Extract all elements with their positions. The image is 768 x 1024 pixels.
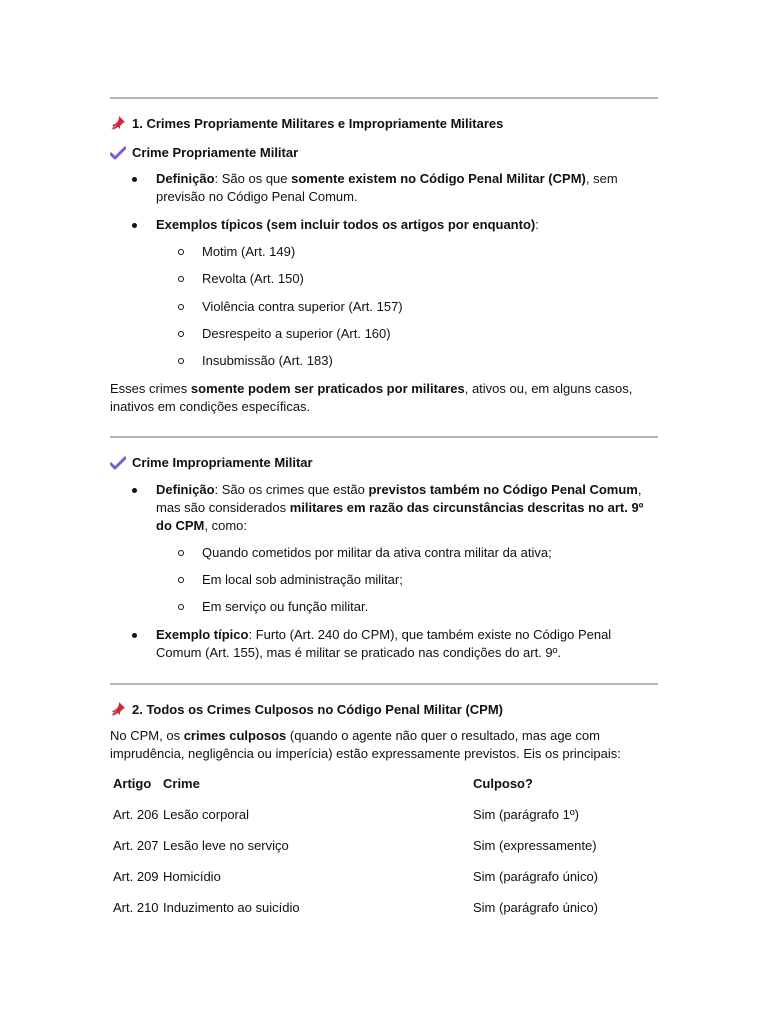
horizontal-rule (110, 97, 658, 99)
para-text: No CPM, os (110, 728, 184, 743)
section-1-heading (110, 115, 503, 131)
list-item (178, 598, 658, 616)
circle-bullet (178, 577, 184, 583)
condition-text: Em local sob administração militar; (202, 572, 403, 587)
ex-colon: : (535, 217, 539, 232)
table-row (110, 806, 658, 824)
pushpin-icon (110, 701, 126, 717)
list-item (178, 298, 658, 316)
header-artigo: Artigo (113, 776, 152, 791)
list-item (178, 325, 658, 343)
cell-culposo: Sim (parágrafo único) (473, 900, 598, 915)
example-text: Violência contra superior (Art. 157) (202, 299, 403, 314)
def-text: , como: (204, 518, 248, 533)
ex-label: Exemplos típicos (sem incluir todos os artigos por enquanto) (156, 217, 536, 232)
para-bold: somente podem ser praticados por militares (190, 381, 465, 396)
bullet-dot (132, 223, 137, 228)
def-text: , sem previsão no Código Penal Comum. (156, 171, 618, 204)
def-bold: somente existem no Código Penal Militar (CPM) (291, 171, 586, 186)
list-item (178, 270, 658, 288)
def-text: : São os que (214, 171, 292, 186)
condition-text: Quando cometidos por militar da ativa contra militar da ativa; (202, 545, 552, 560)
def-text: : São os crimes que estão (214, 482, 369, 497)
cell-crime: Lesão corporal (163, 807, 249, 822)
table-row (110, 899, 658, 917)
subheading-proprio (110, 145, 298, 160)
para-bold: crimes culposos (183, 728, 287, 743)
cell-artigo: Art. 206 (113, 807, 159, 822)
para-text: , ativos ou, em alguns casos, inativos em condições específicas. (110, 381, 633, 414)
section-2-heading (110, 701, 503, 717)
example-text: Desrespeito a superior (Art. 160) (202, 326, 391, 341)
cell-crime: Homicídio (163, 869, 221, 884)
cell-culposo: Sim (parágrafo único) (473, 869, 598, 884)
table-row (110, 868, 658, 886)
bullet-exemplos (132, 216, 658, 234)
checkmark-icon (110, 456, 126, 470)
subheading-improprio (110, 455, 313, 470)
example-text: Motim (Art. 149) (202, 244, 296, 259)
table-header-row (110, 775, 658, 793)
bullet-dot (132, 633, 137, 638)
bullet-exemplo-tipico (132, 626, 658, 662)
ex-text: : Furto (Art. 240 do CPM), que também existe no Código Penal Comum (Art. 155), mas é militar se praticado nas condições do art. 9º. (156, 627, 612, 660)
cell-artigo: Art. 210 (113, 900, 159, 915)
def-bold: previstos também no Código Penal Comum (368, 482, 638, 497)
cell-artigo: Art. 207 (113, 838, 159, 853)
cell-crime: Induzimento ao suicídio (163, 900, 300, 915)
condition-text: Em serviço ou função militar. (202, 599, 369, 614)
subheading-proprio-title: Crime Propriamente Militar (132, 145, 299, 160)
horizontal-rule (110, 683, 658, 685)
table-row (110, 837, 658, 855)
list-item (178, 544, 658, 562)
paragraph-closing (110, 380, 658, 416)
para-text: Esses crimes (110, 381, 191, 396)
horizontal-rule (110, 436, 658, 438)
header-culposo: Culposo? (473, 776, 533, 791)
ex-label: Exemplo típico (156, 627, 249, 642)
def-bold: militares em razão das circunstâncias descritas no art. 9º do CPM (156, 500, 644, 533)
cell-culposo: Sim (parágrafo 1º) (473, 807, 579, 822)
circle-bullet (178, 304, 184, 310)
section-2-title: 2. Todos os Crimes Culposos no Código Penal Militar (CPM) (132, 701, 504, 717)
example-text: Insubmissão (Art. 183) (202, 353, 333, 368)
para-text: (quando o agente não quer o resultado, mas age com imprudência, negligência ou imperícia) estão expressamente previstos. Eis os principais: (110, 728, 621, 761)
circle-bullet (178, 358, 184, 364)
paragraph-intro (110, 727, 658, 763)
list-item (178, 243, 658, 261)
cell-culposo: Sim (expressamente) (473, 838, 597, 853)
bullet-dot (132, 488, 137, 493)
circle-bullet (178, 276, 184, 282)
checkmark-icon (110, 146, 126, 160)
def-label: Definição (156, 171, 215, 186)
subheading-improprio-title: Crime Impropriamente Militar (132, 455, 313, 470)
pushpin-icon (110, 115, 126, 131)
list-item (178, 352, 658, 370)
bullet-definicao-proprio (132, 170, 658, 206)
example-text: Revolta (Art. 150) (202, 271, 304, 286)
circle-bullet (178, 249, 184, 255)
cell-artigo: Art. 209 (113, 869, 159, 884)
def-text: , mas são considerados (156, 482, 642, 515)
list-item (178, 571, 658, 589)
circle-bullet (178, 331, 184, 337)
circle-bullet (178, 550, 184, 556)
cell-crime: Lesão leve no serviço (163, 838, 289, 853)
header-crime: Crime (163, 776, 200, 791)
circle-bullet (178, 604, 184, 610)
section-1-title: 1. Crimes Propriamente Militares e Impropriamente Militares (132, 115, 504, 131)
def-label: Definição (156, 482, 215, 497)
bullet-definicao-improprio (132, 481, 658, 535)
bullet-dot (132, 177, 137, 182)
